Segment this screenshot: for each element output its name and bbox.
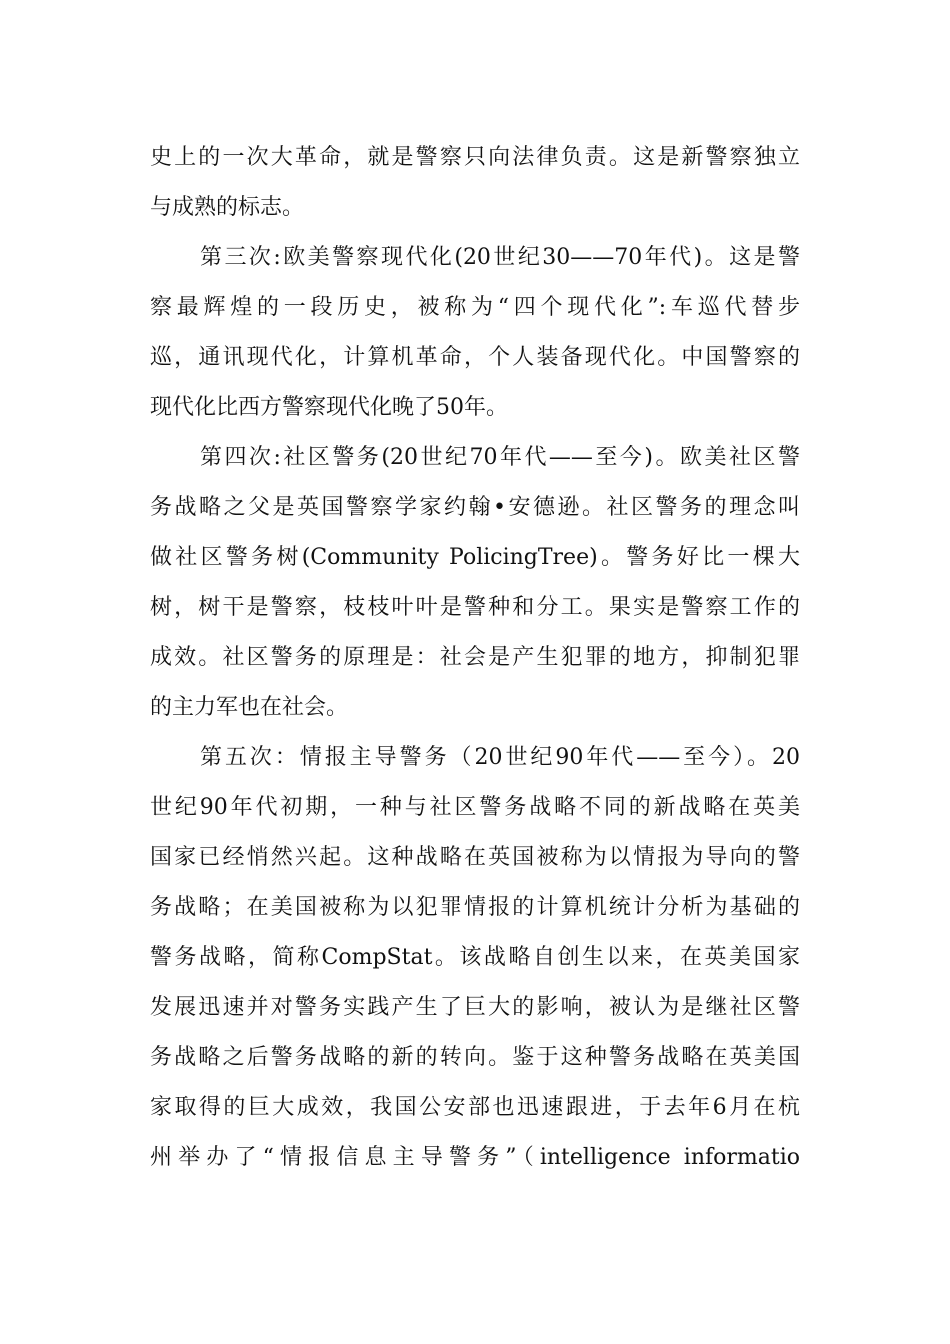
text-line: 世纪90年代初期，一种与社区警务战略不同的新战略在英美 [150,795,800,820]
text-line: 的主力军也在社会。 [150,695,349,720]
text-line: 警务战略，简称CompStat。该战略自创生以来，在英美国家 [150,945,800,970]
text-line: 务战略之父是英国警察学家约翰•安德逊。社区警务的理念叫 [150,495,800,520]
text-line: 现代化比西方警察现代化晚了50年。 [150,395,508,420]
text-line: 成效。社区警务的原理是：社会是产生犯罪的地方，抑制犯罪 [150,645,800,670]
text-line: 巡，通讯现代化，计算机革命，个人装备现代化。中国警察的 [150,345,800,370]
text-line: 发展迅速并对警务实践产生了巨大的影响，被认为是继社区警 [150,995,800,1020]
text-line: 第四次:社区警务(20世纪70年代——至今)。欧美社区警 [200,445,800,470]
text-line: 国家已经悄然兴起。这种战略在英国被称为以情报为导向的警 [150,845,800,870]
text-line: 史上的一次大革命，就是警察只向法律负责。这是新警察独立 [150,145,800,170]
text-line: 树，树干是警察，枝枝叶叶是警种和分工。果实是警察工作的 [150,595,800,620]
text-line: 第三次:欧美警察现代化(20世纪30——70年代)。这是警 [200,245,800,270]
text-line: 察最辉煌的一段历史，被称为“四个现代化”:车巡代替步 [150,295,800,320]
text-line: 务战略之后警务战略的新的转向。鉴于这种警务战略在英美国 [150,1045,800,1070]
text-line: 务战略；在美国被称为以犯罪情报的计算机统计分析为基础的 [150,895,800,920]
text-line: 与成熟的标志。 [150,195,305,220]
text-line: 州举办了“情报信息主导警务”（intelligence informatio [150,1145,800,1170]
text-line: 家取得的巨大成效，我国公安部也迅速跟进，于去年6月在杭 [150,1095,800,1120]
text-line: 做社区警务树(Community PolicingTree)。警务好比一棵大 [150,545,800,570]
text-line: 第五次：情报主导警务（20世纪90年代——至今）。20 [200,745,800,770]
